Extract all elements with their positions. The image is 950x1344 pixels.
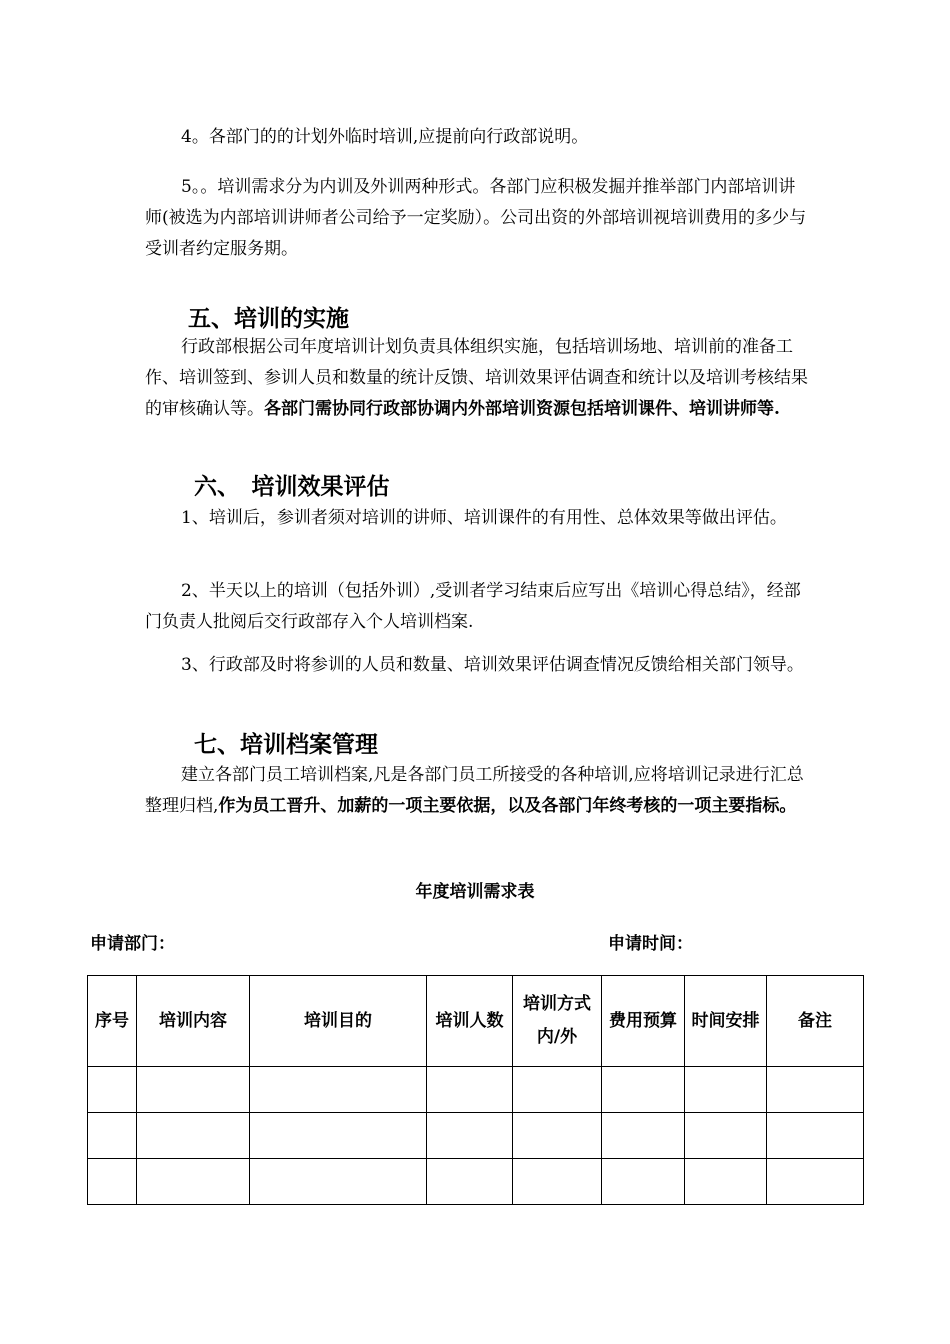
section-5-heading: 五、培训的实施: [188, 305, 349, 332]
table-cell[interactable]: [602, 1159, 685, 1205]
table-cell[interactable]: [685, 1067, 767, 1113]
header-method-label: 培训方式: [523, 994, 591, 1014]
section-6-item-2: 2、半天以上的培训（包括外训）,受训者学习结束后应写出《培训心得总结》，经部门负责人批阅后交行政部存入个人培训档案.: [145, 581, 801, 632]
table-cell[interactable]: [602, 1067, 685, 1113]
header-method: [513, 976, 602, 1067]
table-cell[interactable]: [767, 1159, 864, 1205]
section-6-item-1: 1、培训后，参训者须对培训的讲师、培训课件的有用性、总体效果等做出评估。: [181, 508, 787, 528]
table-cell[interactable]: [137, 1113, 250, 1159]
table-cell[interactable]: [513, 1159, 602, 1205]
table-row: [88, 1067, 864, 1113]
table-cell[interactable]: [513, 1067, 602, 1113]
table-cell[interactable]: [137, 1159, 250, 1205]
header-content: 培训内容: [137, 976, 250, 1067]
table-cell[interactable]: [427, 1067, 513, 1113]
table-cell[interactable]: [88, 1113, 137, 1159]
table-cell[interactable]: [88, 1067, 137, 1113]
table-cell[interactable]: [427, 1113, 513, 1159]
table-cell[interactable]: [513, 1113, 602, 1159]
section-7-body-text: 建立各部门员工培训档案,凡是各部门员工所接受的各种培训,应将培训记录进行汇总整理归档,: [145, 765, 804, 816]
header-budget: 费用预算: [602, 976, 685, 1067]
section-7-body: [145, 760, 810, 822]
form-title: 年度培训需求表: [415, 882, 535, 902]
header-index: 序号: [88, 976, 137, 1067]
header-method-sub: 内/外: [536, 1027, 578, 1047]
header-purpose: 培训目的: [250, 976, 427, 1067]
table-cell[interactable]: [602, 1113, 685, 1159]
table-cell[interactable]: [250, 1067, 427, 1113]
table-cell[interactable]: [427, 1159, 513, 1205]
section-6-item-3: 3、行政部及时将参训的人员和数量、培训效果评估调查情况反馈给相关部门领导。: [181, 655, 804, 675]
section-5-body-emphasis: 各部门需协同行政部协调内外部培训资源包括培训课件、培训讲师等.: [264, 399, 780, 419]
section-7-heading: 七、培训档案管理: [194, 731, 378, 758]
training-request-table: [87, 975, 864, 1205]
section-7-body-emphasis: 作为员工晋升、加薪的一项主要依据，以及各部门年终考核的一项主要指标。: [218, 796, 797, 816]
table-cell[interactable]: [250, 1113, 427, 1159]
table-row: [88, 1159, 864, 1205]
applicant-department-label: 申请部门：: [90, 934, 175, 954]
application-time-label: 申请时间：: [608, 934, 693, 954]
item-4-paragraph: 4。各部门的的计划外临时培训,应提前向行政部说明。: [181, 127, 589, 147]
table-row: [88, 1113, 864, 1159]
item-5-paragraph: 5。。培训需求分为内训及外训两种形式。各部门应积极发掘并推举部门内部培训讲师(被选为内部培训讲师者公司给予一定奖励）。公司出资的外部培训视培训费用的多少与受训者约定服务期。: [145, 177, 807, 259]
table-header-row: [88, 976, 864, 1067]
table-cell[interactable]: [685, 1113, 767, 1159]
header-schedule: 时间安排: [685, 976, 767, 1067]
section-6-heading: 六、 培训效果评估: [194, 473, 390, 500]
table-cell[interactable]: [767, 1113, 864, 1159]
section-5-body: [145, 332, 810, 425]
table-cell[interactable]: [250, 1159, 427, 1205]
table-cell[interactable]: [88, 1159, 137, 1205]
table-cell[interactable]: [767, 1067, 864, 1113]
section-5-body-text: 行政部根据公司年度培训计划负责具体组织实施，包括培训场地、培训前的准备工作、培训签到、参训人员和数量的统计反馈、培训效果评估调查和统计以及培训考核结果的审核确认等。: [145, 337, 808, 419]
header-headcount: 培训人数: [427, 976, 513, 1067]
header-remarks: 备注: [767, 976, 864, 1067]
table-cell[interactable]: [685, 1159, 767, 1205]
table-cell[interactable]: [137, 1067, 250, 1113]
